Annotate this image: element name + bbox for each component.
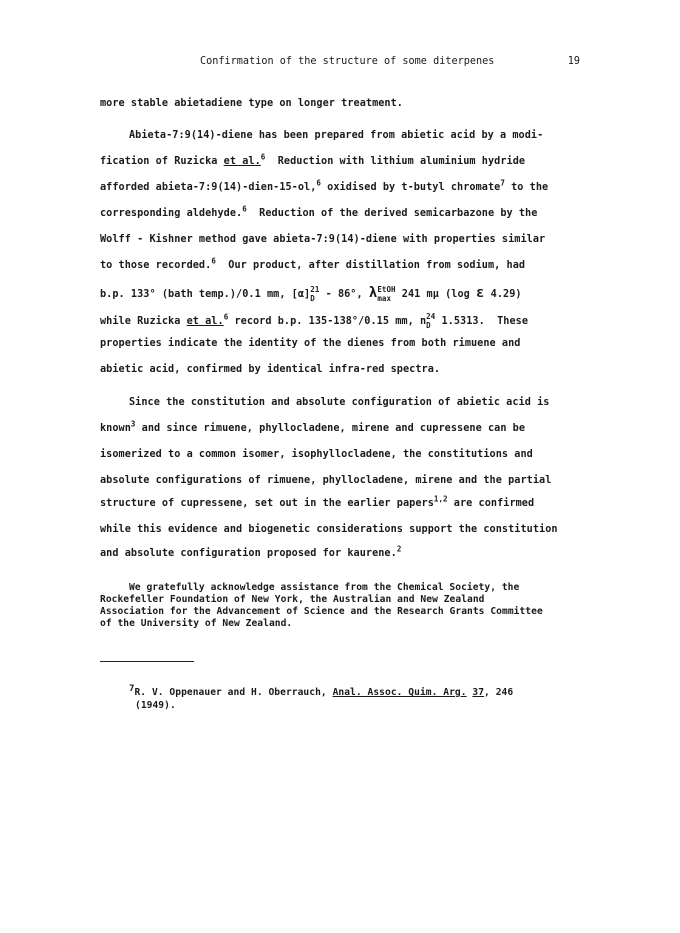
- line-text: Since the constitution and absolute configuration of abietic acid is: [129, 397, 550, 408]
- line-text: of the University of New Zealand.: [100, 618, 293, 629]
- text-line: [100, 338, 520, 349]
- text-line: [100, 285, 522, 303]
- acknowledgement-line: [100, 594, 485, 605]
- superscript: EtOH: [377, 285, 396, 294]
- line-text: while Ruzicka: [100, 316, 187, 327]
- footnote-line: [135, 700, 176, 711]
- sup-sub-stack: [377, 285, 395, 303]
- line-text: Association for the Advancement of Science and the Research Grants Committee: [100, 606, 543, 617]
- line-text: Reduction with lithium aluminium hydride: [265, 156, 526, 167]
- line-text: Our product, after distillation from sodium, had: [215, 260, 526, 271]
- footnote-mark: 7: [129, 683, 135, 694]
- text-line: [100, 98, 403, 109]
- line-text: Wolff - Kishner method gave abieta-7:9(14)-diene with properties similar: [100, 234, 546, 245]
- line-text: and absolute configuration proposed for kaurene.: [100, 548, 397, 559]
- line-text: corresponding aldehyde.: [100, 208, 243, 219]
- text-line: [100, 178, 549, 193]
- text-line: [100, 475, 551, 486]
- citation-sup: 2: [396, 544, 402, 554]
- citation-sup: 1,2: [433, 494, 448, 504]
- text-line: [129, 130, 543, 141]
- line-text: afforded abieta-7:9(14)-dien-15-ol,: [100, 182, 317, 193]
- line-text: to those recorded.: [100, 260, 212, 271]
- subscript: D: [426, 321, 431, 330]
- superscript: 24: [426, 312, 436, 321]
- line-text: - 86°,: [319, 289, 369, 300]
- sup-sub-stack: [426, 312, 435, 330]
- subscript: max: [377, 294, 392, 303]
- journal-title: Anal. Assoc. Quim. Arg.: [332, 687, 467, 698]
- text-line: [129, 397, 549, 408]
- text-line: [100, 449, 533, 460]
- line-text: 1.5313. These: [435, 316, 529, 327]
- line-text: Reduction of the derived semicarbazone by the: [246, 208, 538, 219]
- epsilon-symbol: ε: [476, 285, 485, 301]
- line-text: and since rimuene, phyllocladene, mirene and cupressene can be: [135, 423, 526, 434]
- line-text: (1949).: [135, 700, 176, 711]
- citation-sup: 6: [260, 152, 266, 162]
- acknowledgement-line: [100, 618, 292, 629]
- line-text: record b.p. 135-138°/0.15 mm, n: [228, 316, 427, 327]
- text-line: [100, 494, 535, 509]
- journal-volume: 37: [472, 687, 485, 698]
- line-text: structure of cupressene, set out in the earlier papers: [100, 498, 434, 509]
- line-text: 241 mμ (log: [395, 289, 476, 300]
- subscript: D: [310, 294, 315, 303]
- line-text: while this evidence and biogenetic considerations support the constitution: [100, 524, 558, 535]
- text-line: [100, 544, 402, 559]
- line-text: are confirmed: [447, 498, 535, 509]
- citation-sup: 6: [223, 312, 229, 322]
- line-text: Rockefeller Foundation of New York, the Australian and New Zealand: [100, 594, 485, 605]
- line-text: 4.29): [484, 289, 522, 300]
- line-text: more stable abietadiene type on longer treatment.: [100, 98, 403, 109]
- text-line: [100, 234, 545, 245]
- footnote-rule: [100, 661, 194, 662]
- text-line: [100, 312, 528, 330]
- footnote-line: [129, 683, 514, 698]
- line-text: R. V. Oppenauer and H. Oberrauch,: [134, 687, 333, 698]
- line-text: We gratefully acknowledge assistance from the Chemical Society, the: [129, 582, 520, 593]
- acknowledgement-line: [100, 606, 543, 617]
- text-line: [100, 256, 526, 271]
- running-header: [200, 56, 580, 67]
- line-text: Abieta-7:9(14)-diene has been prepared from abietic acid by a modi-: [129, 130, 544, 141]
- lambda-symbol: λ: [368, 285, 378, 301]
- et-al-underlined: et al.: [186, 316, 224, 327]
- superscript: 21: [310, 285, 320, 294]
- text-line: [100, 419, 526, 434]
- line-text: known: [100, 423, 131, 434]
- citation-sup: 7: [500, 178, 505, 188]
- acknowledgement-line: [129, 582, 519, 593]
- line-text: properties indicate the identity of the dienes from both rimuene and: [100, 338, 521, 349]
- citation-sup: 6: [211, 256, 216, 266]
- page-number: 19: [567, 56, 580, 67]
- line-text: isomerized to a common isomer, isophyllocladene, the constitutions and: [100, 449, 533, 460]
- citation-sup: 6: [242, 204, 247, 214]
- header-title: Confirmation of the structure of some diterpenes: [200, 56, 495, 67]
- citation-sup: 3: [130, 419, 136, 429]
- line-text: to the: [504, 182, 549, 193]
- line-text: oxidised by t-butyl chromate: [321, 182, 501, 193]
- et-al-underlined: et al.: [223, 156, 261, 167]
- line-text: abietic acid, confirmed by identical infra-red spectra.: [100, 364, 441, 375]
- text-line: [100, 204, 538, 219]
- line-text: , 246: [484, 687, 514, 698]
- text-line: [100, 364, 440, 375]
- text-line: [100, 524, 558, 535]
- text-line: [100, 152, 526, 167]
- line-text: absolute configurations of rimuene, phyllocladene, mirene and the partial: [100, 475, 552, 486]
- line-text: fication of Ruzicka: [100, 156, 224, 167]
- line-text: b.p. 133° (bath temp.)/0.1 mm, [α]: [100, 289, 311, 300]
- citation-sup: 6: [316, 178, 321, 188]
